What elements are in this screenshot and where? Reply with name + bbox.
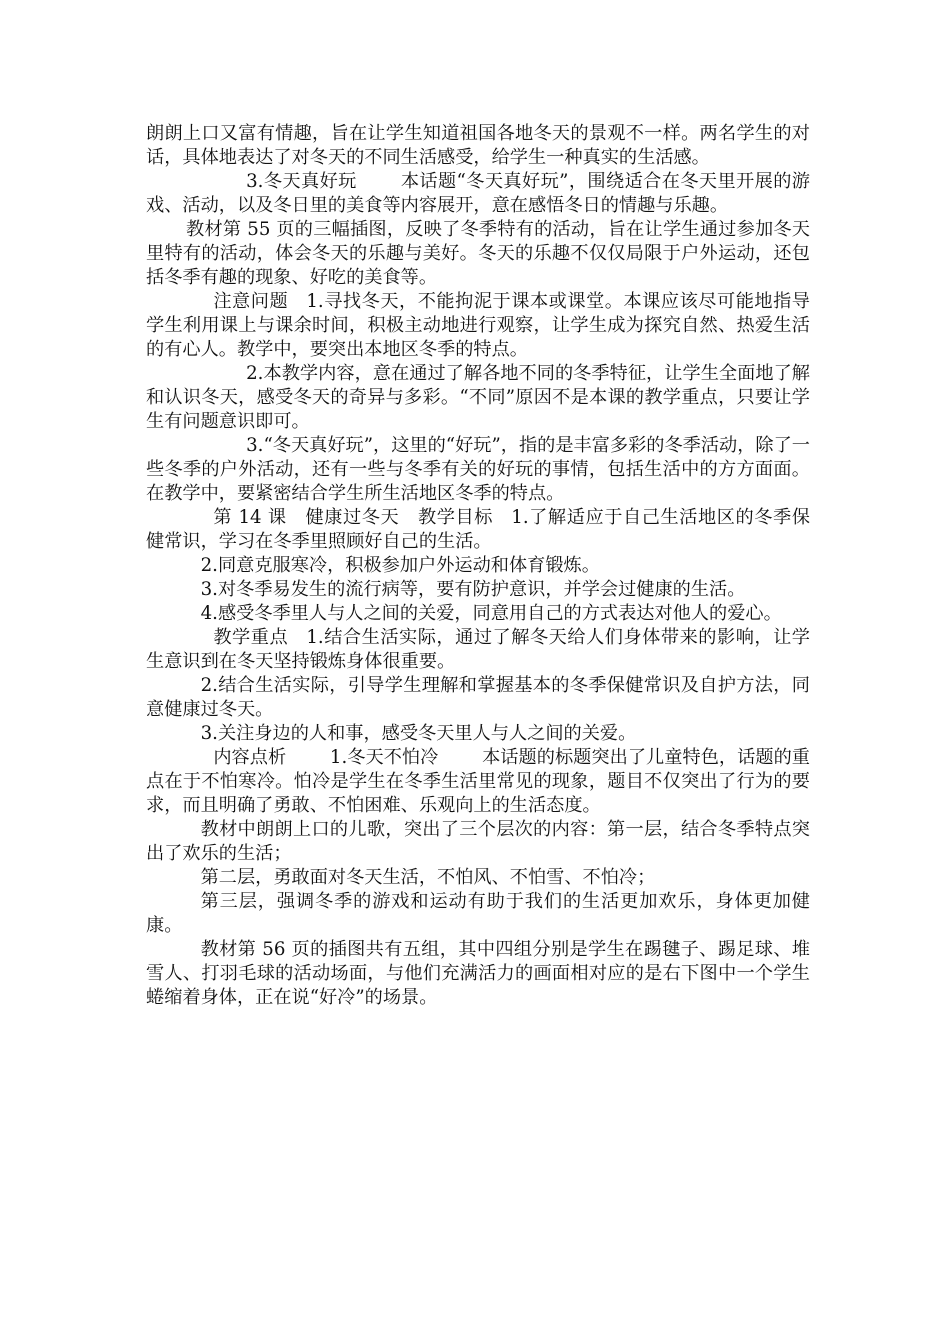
- paragraph: 第三层，强调冬季的游戏和运动有助于我们的生活更加欢乐，身体更加健康。: [146, 891, 810, 936]
- paragraph: 教材第 56 页的插图共有五组，其中四组分别是学生在踢毽子、踢足球、堆雪人、打羽毛球的活动场面，与他们充满活力的画面相对应的是右下图中一个学生蜷缩着身体，正在说“好冷”的场景。: [146, 939, 810, 1008]
- paragraph: 第 14 课 健康过冬天 教学目标 1.了解适应于自己生活地区的冬季保健常识，学习在冬季里照顾好自己的生活。: [146, 507, 810, 552]
- paragraph: 3.“冬天真好玩”，这里的“好玩”，指的是丰富多彩的冬季活动，除了一些冬季的户外活动，还有一些与冬季有关的好玩的事情，包括生活中的方方面面。在教学中，要紧密结合学生所生活地区冬季的特点。: [146, 435, 810, 504]
- section-title: 注意问题: [213, 291, 289, 312]
- paragraph: 4.感受冬季里人与人之间的关爱，同意用自己的方式表达对他人的爱心。: [200, 603, 782, 624]
- lesson-title: 健康过冬天: [304, 507, 400, 528]
- paragraph: 2.结合生活实际，引导学生理解和掌握基本的冬季保健常识及自护方法，同意健康过冬天。: [146, 675, 810, 720]
- paragraph: 第二层，勇敢面对冬天生活，不怕风、不怕雪、不怕冷；: [200, 867, 656, 888]
- section-title: 教学重点: [213, 627, 289, 648]
- paragraph: 朗朗上口又富有情趣，旨在让学生知道祖国各地冬天的景观不一样。两名学生的对话，具体地表达了对冬天的不同生活感受，给学生一种真实的生活感。: [146, 123, 810, 168]
- paragraph: 教材中朗朗上口的儿歌，突出了三个层次的内容：第一层，结合冬季特点突出了欢乐的生活；: [146, 819, 810, 864]
- paragraph: 3.对冬季易发生的流行病等，要有防护意识，并学会过健康的生活。: [200, 579, 746, 600]
- paragraph: 2.同意克服寒冷，积极参加户外运动和体育锻炼。: [200, 555, 600, 576]
- document-page: [146, 122, 810, 1010]
- paragraph: 3.冬天真好玩 本话题“冬天真好玩”，围绕适合在冬天里开展的游戏、活动，以及冬日里的美食等内容展开，意在感悟冬日的情趣与乐趣。: [146, 171, 810, 216]
- section-title: 内容点析: [213, 747, 287, 768]
- section-title: 3.冬天真好玩: [246, 171, 357, 192]
- paragraph: 2.本教学内容，意在通过了解各地不同的冬季特征，让学生全面地了解和认识冬天，感受冬天的奇异与多彩。“不同”原因不是本课的教学重点，只要让学生有问题意识即可。: [146, 363, 810, 432]
- paragraph: 教学重点 1.结合生活实际，通过了解冬天给人们身体带来的影响，让学生意识到在冬天坚持锻炼身体很重要。: [146, 627, 810, 672]
- paragraph: 教材第 55 页的三幅插图，反映了冬季特有的活动，旨在让学生通过参加冬天里特有的活动，体会冬天的乐趣与美好。冬天的乐趣不仅仅局限于户外运动，还包括冬季有趣的现象、好吃的美食等。: [146, 219, 810, 288]
- paragraph: 3.关注身边的人和事，感受冬天里人与人之间的关爱。: [200, 723, 637, 744]
- section-title: 教学目标: [417, 507, 494, 528]
- paragraph: 注意问题 1.寻找冬天，不能拘泥于课本或课堂。本课应该尽可能地指导学生利用课上与课余时间，积极主动地进行观察，让学生成为探究自然、热爱生活的有心人。教学中，要突出本地区冬季的特点。: [146, 291, 810, 360]
- paragraph: 内容点析 1.冬天不怕冷 本话题的标题突出了儿童特色，话题的重点在于不怕寒冷。怕冷是学生在冬季生活里常见的现象，题目不仅突出了行为的要求，而且明确了勇敢、不怕困难、乐观向上的生活态度。: [146, 747, 810, 816]
- lesson-number: 第 14 课: [213, 507, 287, 528]
